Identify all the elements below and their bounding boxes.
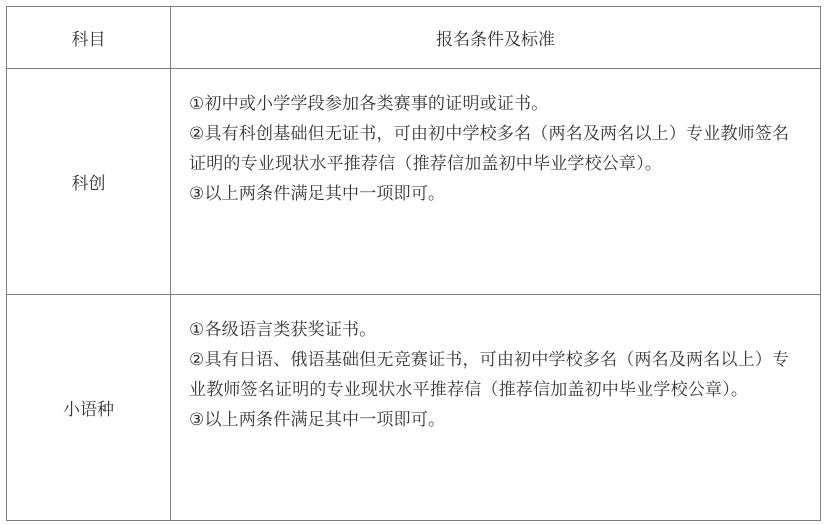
- table-row: [7, 295, 821, 521]
- criteria-item: ②具有日语、俄语基础但无竞赛证书，可由初中学校多名（两名及两名以上）专业教师签名证明的专业现状水平推荐信（推荐信加盖初中毕业学校公章）。: [189, 350, 790, 400]
- requirements-table-container: [6, 6, 820, 519]
- criteria-item: ③以上两条件满足其中一项即可。: [189, 184, 446, 204]
- subject-cell: 小语种: [7, 295, 171, 521]
- requirements-table: [6, 6, 821, 521]
- criteria-item: ②具有科创基础但无证书，可由初中学校多名（两名及两名以上）专业教师签名证明的专业现状水平推荐信（推荐信加盖初中毕业学校公章）。: [189, 124, 790, 174]
- criteria-item: ③以上两条件满足其中一项即可。: [189, 410, 446, 430]
- header-criteria: 报名条件及标准: [171, 7, 821, 69]
- criteria-cell: [171, 69, 821, 295]
- table-row: [7, 69, 821, 295]
- criteria-item: ①各级语言类获奖证书。: [189, 320, 377, 340]
- criteria-cell: [171, 295, 821, 521]
- subject-cell: 科创: [7, 69, 171, 295]
- criteria-item: ①初中或小学学段参加各类赛事的证明或证书。: [189, 94, 549, 114]
- header-subject: 科目: [7, 7, 171, 69]
- table-header-row: [7, 7, 821, 69]
